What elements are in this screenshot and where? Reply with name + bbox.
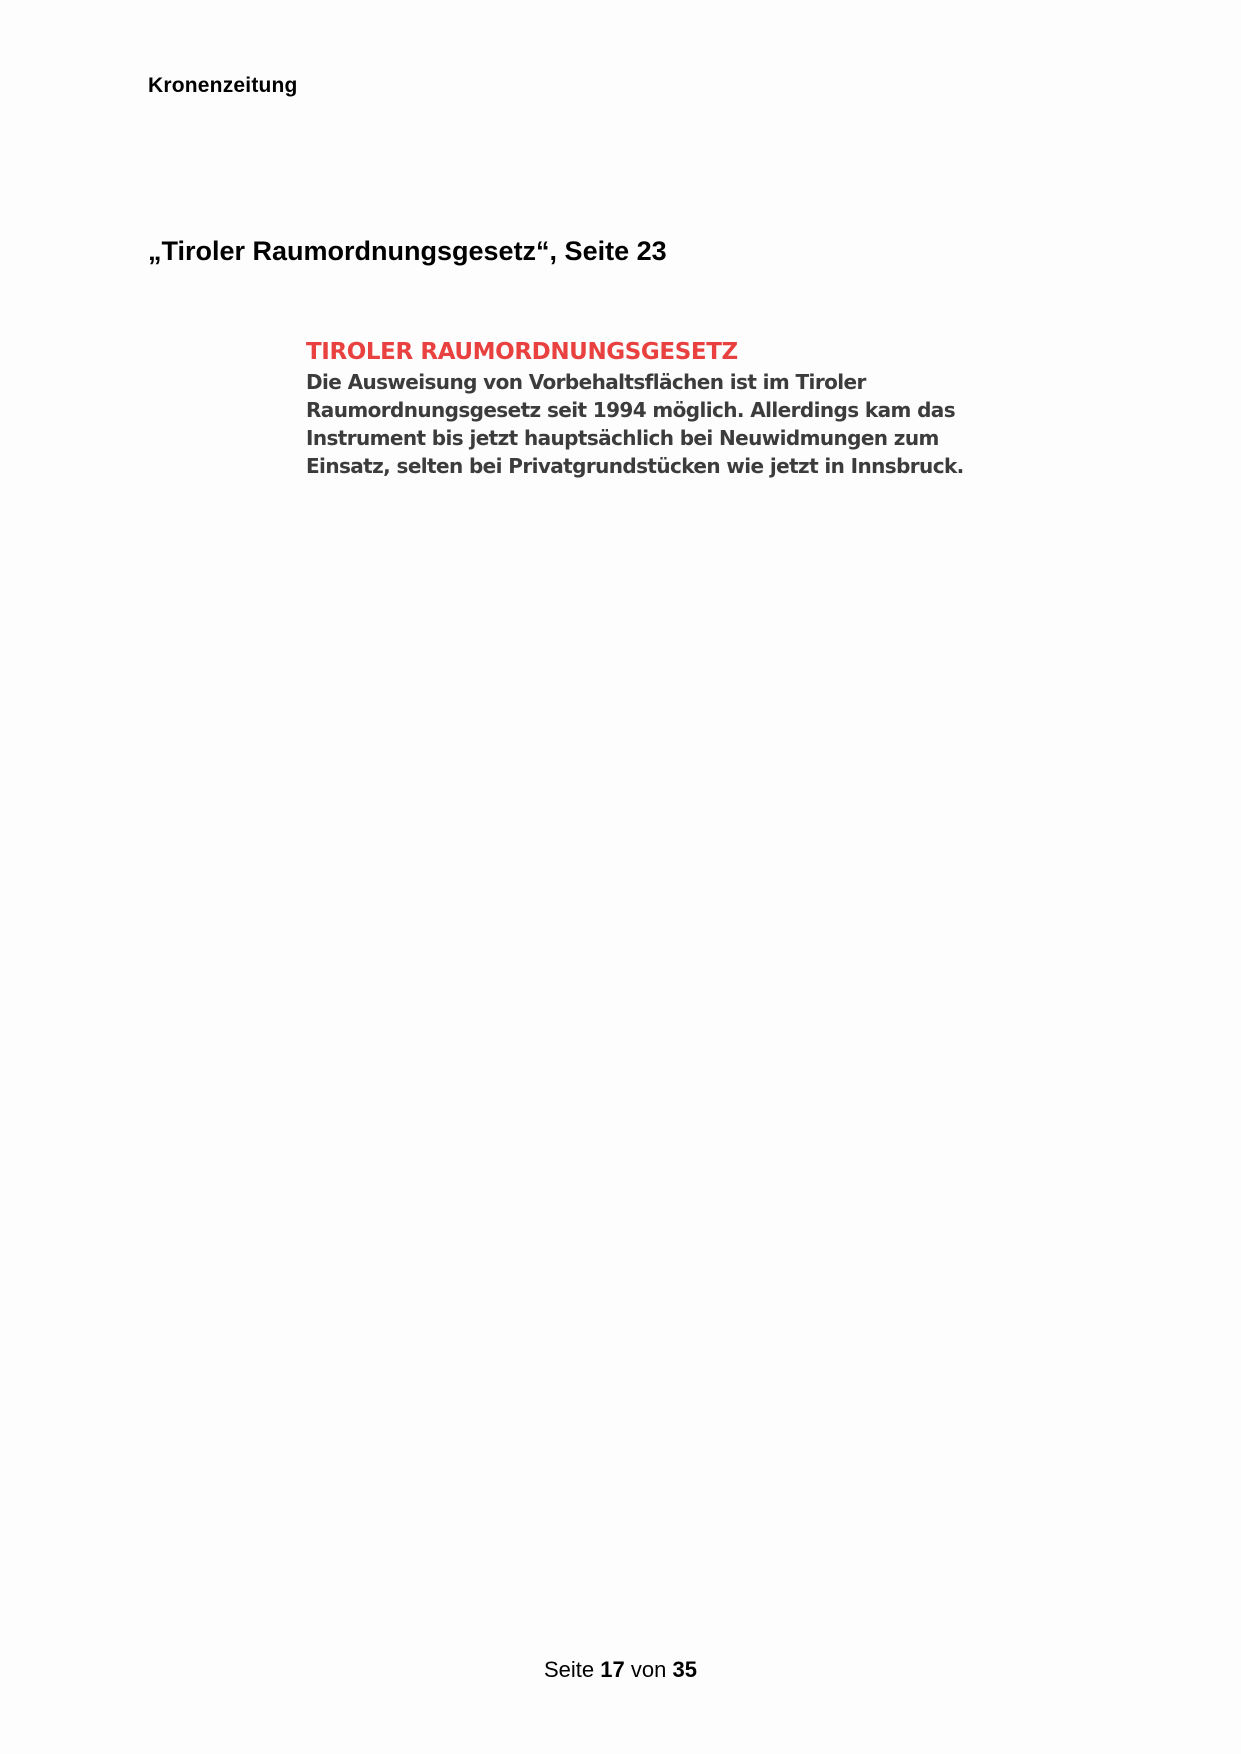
- page-separator: von: [630, 1657, 667, 1682]
- article-heading: „Tiroler Raumordnungsgesetz“, Seite 23: [148, 236, 667, 266]
- newspaper-clipping: [306, 336, 964, 480]
- current-page-number: 17: [600, 1657, 625, 1682]
- page-footer: [0, 1657, 1241, 1683]
- clipping-title: TIROLER RAUMORDNUNGSGESETZ: [306, 339, 738, 365]
- total-pages-number: 35: [672, 1657, 697, 1682]
- newspaper-source-label: Kronenzeitung: [148, 74, 298, 97]
- page-prefix: Seite: [544, 1657, 595, 1682]
- clipping-body: [306, 368, 964, 480]
- clipping-body-line: Die Ausweisung von Vorbehaltsflächen ist im Tiroler: [306, 370, 866, 394]
- clipping-body-line: Instrument bis jetzt hauptsächlich bei Neuwidmungen zum: [306, 426, 939, 450]
- clipping-body-line: Raumordnungsgesetz seit 1994 möglich. Allerdings kam das: [306, 398, 956, 422]
- clipping-body-line: Einsatz, selten bei Privatgrundstücken wie jetzt in Innsbruck.: [306, 454, 964, 478]
